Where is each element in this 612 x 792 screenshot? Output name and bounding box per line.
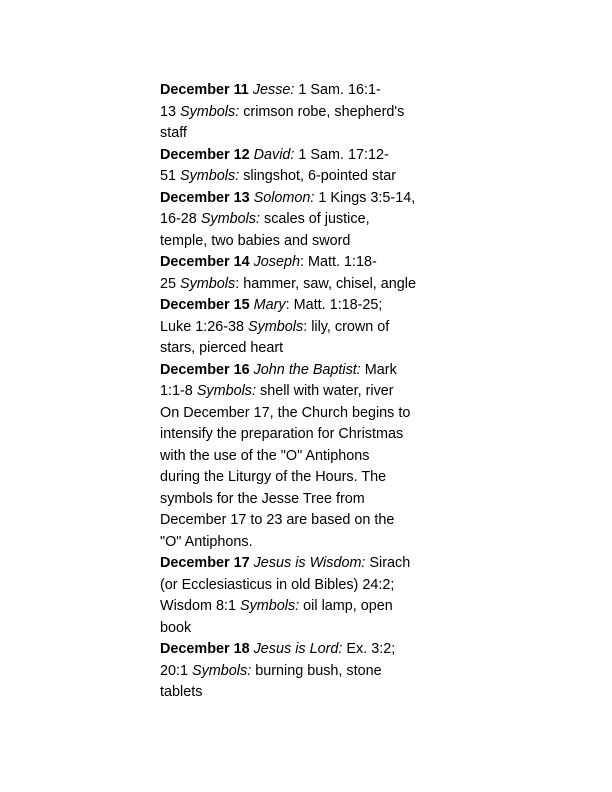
label-italic: Symbols: [200,211,260,227]
text-line [160,553,460,575]
date-heading: December 16 [160,361,254,378]
text-line [160,446,460,468]
label-italic: John the Baptist: [253,361,361,378]
text-span: Mark [360,361,397,378]
label-italic: Symbols: [192,662,252,679]
text-line [160,639,460,661]
date-heading: December 17 [160,555,254,571]
text-span: symbols for the Jesse Tree from [160,490,365,507]
date-heading: December 13 [160,189,254,206]
text-span: : Matt. 1:18- [300,254,377,270]
date-heading: December 14 [160,254,254,270]
text-line [160,360,460,382]
text-line [160,682,460,704]
text-line [160,317,460,339]
text-span: : Matt. 1:18-25; [285,297,383,313]
text-line [160,489,460,511]
text-line [160,145,460,167]
text-span: 1:1-8 [160,383,197,399]
label-italic: Symbols: [239,598,300,614]
text-line [160,467,460,489]
text-line [160,575,460,597]
text-span: : hammer, saw, chisel, angle [235,275,416,292]
text-line [160,532,460,554]
text-span: On December 17, the Church begins to [160,404,411,421]
label-italic: Joseph [253,254,301,270]
text-line [160,166,460,188]
text-line [160,274,460,296]
text-line [160,338,460,360]
text-span: intensify the preparation for Christmas [160,426,404,442]
label-italic: Symbols: [180,168,240,184]
text-span: scales of justice, [260,211,370,227]
label-italic: Symbols [248,318,304,335]
label-italic: David: [253,146,295,163]
text-line [160,618,460,640]
text-span: (or Ecclesiasticus in old Bibles) 24:2; [160,576,395,593]
label-italic: Symbols: [196,383,256,399]
text-span: 1 Sam. 17:12- [294,146,389,163]
text-span: 51 [160,168,181,184]
text-span: during the Liturgy of the Hours. The [160,469,387,485]
text-line [160,424,460,446]
text-span: temple, two babies and sword [160,232,351,249]
text-span: tablets [160,684,203,700]
text-span: burning bush, stone [251,662,382,679]
text-line [160,80,460,102]
text-span: stars, pierced heart [160,340,284,356]
label-italic: Solomon: [253,189,315,206]
text-span: 16-28 [160,211,201,227]
text-span: oil lamp, open [299,598,393,614]
text-span: 20:1 [160,662,193,679]
text-line [160,188,460,210]
text-span: "O" Antiphons. [160,533,253,550]
text-span: with the use of the "O" Antiphons [160,447,370,464]
label-italic: Symbols [180,275,236,292]
text-span: 13 [160,103,181,120]
text-line [160,295,460,317]
text-line [160,209,460,231]
text-line [160,123,460,145]
text-line [160,231,460,253]
label-italic: Mary [253,297,286,313]
text-span: Luke 1:26-38 [160,318,249,335]
text-span: staff [160,125,187,141]
text-span: : lily, crown of [303,318,390,335]
text-span: Sirach [365,555,411,571]
document-body [160,80,460,704]
label-italic: Symbols: [180,103,240,120]
text-span: book [160,619,192,636]
text-span: 1 Kings 3:5-14, [314,189,416,206]
text-line [160,381,460,403]
text-span: December 17 to 23 are based on the [160,512,395,528]
text-span: 1 Sam. 16:1- [294,82,381,98]
label-italic: Jesus is Wisdom: [253,555,366,571]
date-heading: December 11 [160,82,253,98]
text-line [160,661,460,683]
text-span: crimson robe, shepherd's [239,103,405,120]
text-line [160,102,460,124]
text-line [160,252,460,274]
text-span: Ex. 3:2; [342,641,396,657]
text-span: shell with water, river [256,383,394,399]
text-line [160,596,460,618]
label-italic: Jesse: [252,82,295,98]
text-line [160,510,460,532]
text-span: Wisdom 8:1 [160,598,240,614]
date-heading: December 15 [160,297,254,313]
date-heading: December 12 [160,146,254,163]
text-span: slingshot, 6-pointed star [239,168,396,184]
text-span: 25 [160,275,181,292]
text-line [160,403,460,425]
date-heading: December 18 [160,641,254,657]
label-italic: Jesus is Lord: [253,641,343,657]
